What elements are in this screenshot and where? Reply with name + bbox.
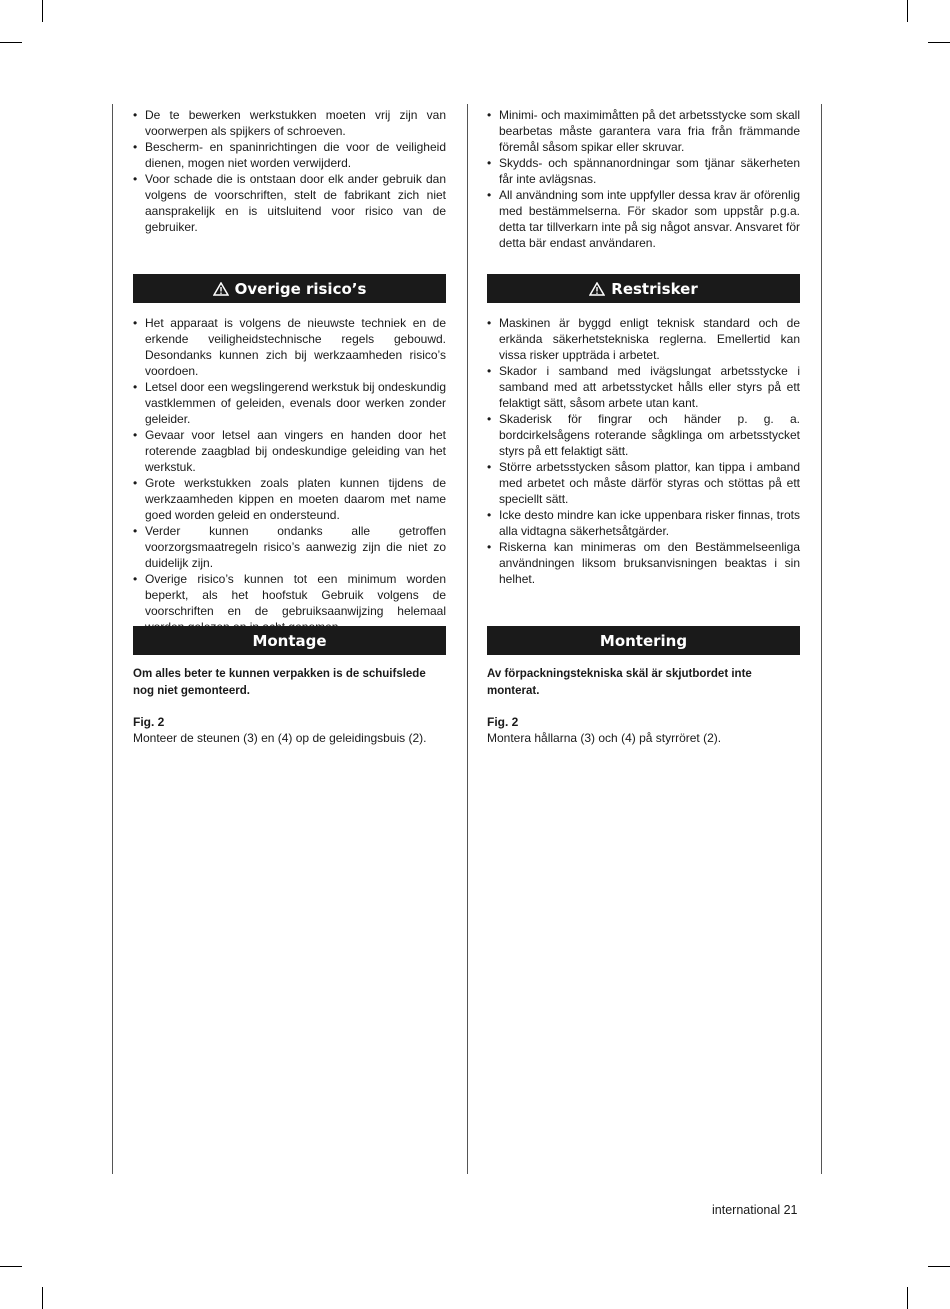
list-item: • Större arbetsstycken såsom plattor, kan tippa i amband med arbetet och måste därför styras och stöttas på ett speciellt sätt.: [487, 459, 800, 507]
list-item: • Icke desto mindre kan icke uppenbara risker finnas, trots alla vidtagna säkerhetsåtgärder.: [487, 507, 800, 539]
crop-mark-top-left-h: [0, 42, 22, 43]
left-assembly-title: Montage: [252, 631, 327, 650]
left-risk-title: Overige risico’s: [234, 279, 367, 298]
right-risk-title: Restrisker: [611, 279, 698, 298]
list-item: • Grote werkstukken zoals platen kunnen tijdens de werkzaamheden kippen en moeten daarom met name goed worden geleid en ondersteund.: [133, 475, 446, 523]
right-risk-list: [487, 315, 800, 587]
list-item: • De te bewerken werkstukken moeten vrij zijn van voorwerpen als spijkers of schroeven.: [133, 107, 446, 139]
warning-icon: [213, 282, 229, 296]
list-item: • Letsel door een wegslingerend werkstuk bij ondeskundig vastklemmen of geleiden, evenals door werken zonder geleider.: [133, 379, 446, 427]
warning-icon: [589, 282, 605, 296]
page-number: international 21: [712, 1203, 798, 1217]
right-intro-list: [487, 107, 800, 251]
list-item: • Overige risico’s kunnen tot een minimum worden beperkt, als het hoofstuk Gebruik volgens de voorschriften en de gebruiksaanwijzing helemaal: [133, 571, 446, 635]
column-rule-left: [112, 104, 113, 1174]
left-fig-label: Fig. 2: [133, 715, 165, 729]
crop-mark-top-right-v: [907, 0, 908, 22]
right-assembly-title: Montering: [599, 631, 688, 650]
list-item: • Het apparaat is volgens de nieuwste techniek en de erkende veiligheidstechnische regels gebouwd. Desondanks kunnen zich bij werkzaamheden risico’s voordoen.: [133, 315, 446, 379]
right-assembly-body: [487, 666, 800, 746]
right-assembly-heading: [487, 626, 800, 655]
left-risk-heading: [133, 274, 446, 303]
right-risk-heading: [487, 274, 800, 303]
list-item: • Verder kunnen ondanks alle getroffen voorzorgsmaatregeln risico’s aanwezig zijn die niet zo duidelijk zijn.: [133, 523, 446, 571]
list-item: • Minimi- och maximimåtten på det arbetsstycke som skall bearbetas måste garantera vara fria från främmande föremål såsom spikar eller skruvar.: [487, 107, 800, 155]
column-rule-right: [821, 104, 822, 1174]
left-assembly-heading: [133, 626, 446, 655]
list-item: • Maskinen är byggd enligt teknisk standard och de erkända säkerhetstekniska reglerna. Emellertid kan vissa risker uppträda i arbetet.: [487, 315, 800, 363]
left-risk-list: [133, 315, 446, 635]
crop-mark-bottom-right-h: [928, 1266, 950, 1267]
list-item: • Skador i samband med ivägslungat arbetsstycke i samband med att arbetsstycket hålls eller styrs på ett felaktigt sätt, såsom arbete utan kant.: [487, 363, 800, 411]
left-intro-list: [133, 107, 446, 235]
crop-mark-top-right-h: [928, 42, 950, 43]
list-item: • Bescherm- en spaninrichtingen die voor de veiligheid dienen, mogen niet worden verwijderd.: [133, 139, 446, 171]
list-item: • All användning som inte uppfyller dessa krav är oförenlig med bestämmelserna. För skador som uppstår p.g.a. detta tar tillverkarn inte på sig något ansvar. Ansvaret för detta bär endast användaren.: [487, 187, 800, 251]
left-assembly-body: [133, 666, 446, 746]
left-assembly-note: Om alles beter te kunnen verpakken is de schuifslede nog niet gemonteerd.: [133, 668, 426, 697]
crop-mark-bottom-right-v: [907, 1287, 908, 1309]
crop-mark-bottom-left-v: [42, 1287, 43, 1309]
right-fig-label: Fig. 2: [487, 715, 519, 729]
list-item: • Skaderisk för fingrar och händer p. g. a. bordcirkelsågens roterande sågklinga om arbetsstycket styrs på ett felaktigt sätt.: [487, 411, 800, 459]
right-assembly-note: Av förpackningstekniska skäl är skjutbordet inte monterat.: [487, 668, 752, 697]
list-item: • Riskerna kan minimeras om den Bestämmelseenliga användningen liksom bruksanvisningen beaktas i sin helhet.: [487, 539, 800, 587]
list-item: • Gevaar voor letsel aan vingers en handen door het roterende zaagblad bij ondeskundige geleiding van het werkstuk.: [133, 427, 446, 475]
column-rule-middle: [467, 104, 468, 1174]
left-fig-text: Monteer de steunen (3) en (4) op de geleidingsbuis (2).: [133, 731, 427, 745]
list-item: • Voor schade die is ontstaan door elk ander gebruik dan volgens de voorschriften, stelt de fabrikant zich niet aansprakelijk en is uitsluitend voor risico van de gebruiker.: [133, 171, 446, 235]
crop-mark-bottom-left-h: [0, 1266, 22, 1267]
crop-mark-top-left-v: [42, 0, 43, 22]
list-item: • Skydds- och spännanordningar som tjänar säkerheten får inte avlägsnas.: [487, 155, 800, 187]
right-fig-text: Montera hållarna (3) och (4) på styrröret (2).: [487, 731, 722, 745]
